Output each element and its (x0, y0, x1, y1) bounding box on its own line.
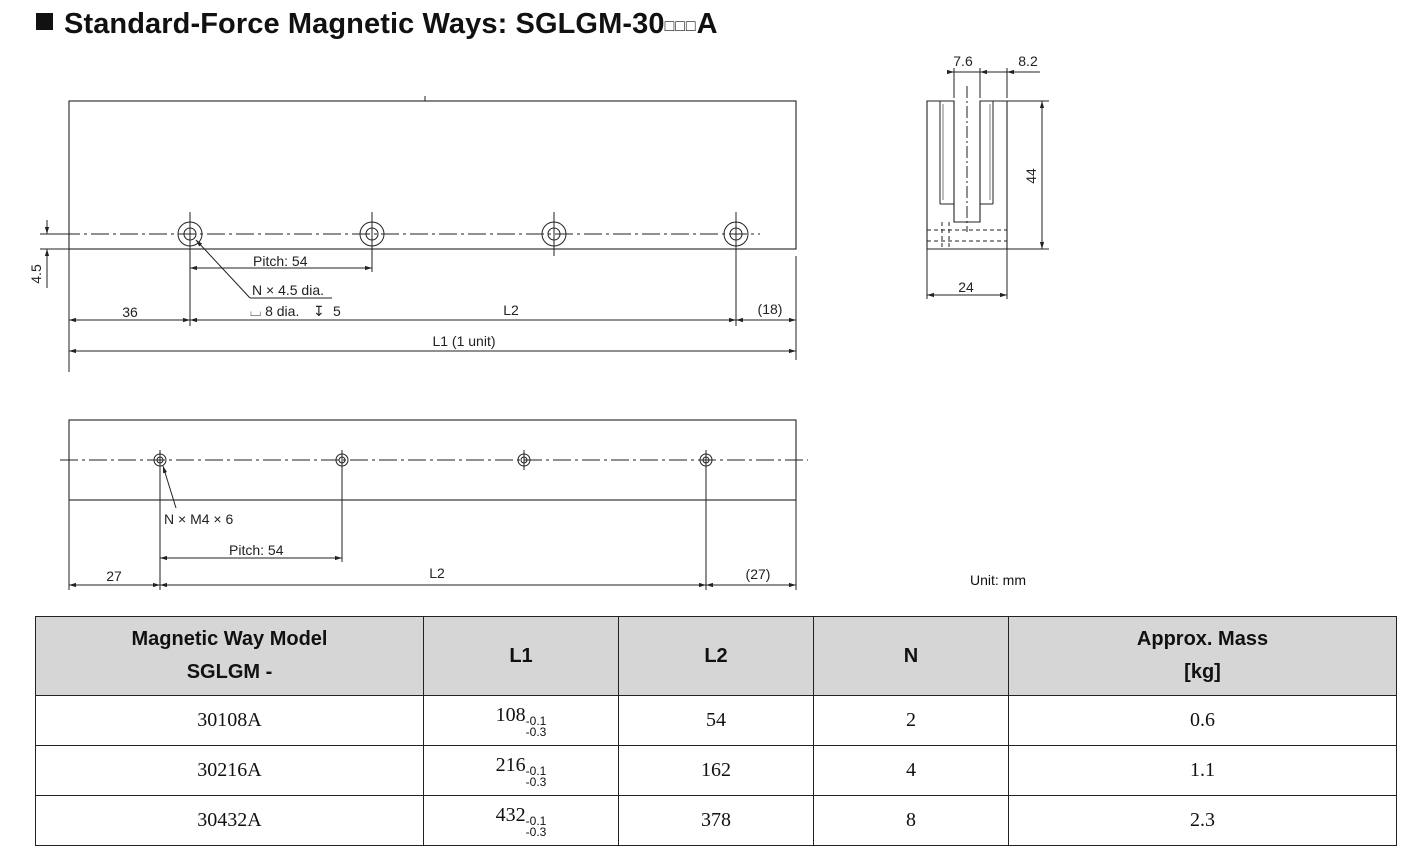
table-header-row (36, 617, 1397, 696)
header-model: Magnetic Way Model SGLGM - (36, 617, 424, 696)
cell-l1: 216 -0.1 -0.3 (424, 746, 619, 796)
cell-mass: 1.1 (1009, 746, 1397, 796)
top-view (40, 96, 796, 372)
counterbore-note-label: ⌴ 8 dia. (250, 303, 300, 319)
dim-18-label: (18) (757, 301, 783, 317)
cell-l2: 54 (619, 696, 814, 746)
table-row (36, 746, 1397, 796)
cell-l2: 162 (619, 746, 814, 796)
title-suffix: A (696, 8, 718, 40)
dim-7-6-label: 7.6 (953, 53, 973, 69)
dim-8-2-label: 8.2 (1018, 53, 1038, 69)
tolerance: -0.1 -0.3 (525, 713, 547, 739)
cell-n: 8 (814, 796, 1009, 846)
dim-24-label: 24 (958, 279, 974, 295)
dim-4-5-label: 4.5 (28, 264, 44, 284)
hole-note-label: N × 4.5 dia. (252, 282, 324, 298)
cell-mass: 0.6 (1009, 696, 1397, 746)
unit-label: Unit: mm (970, 572, 1026, 588)
cell-model: 30216A (36, 746, 424, 796)
cell-l1: 108 -0.1 -0.3 (424, 696, 619, 746)
dim-36-label: 36 (122, 304, 138, 320)
cell-n: 2 (814, 696, 1009, 746)
dim-44-label: 44 (1023, 168, 1039, 184)
cell-l2: 378 (619, 796, 814, 846)
tap-note-label: N × M4 × 6 (164, 511, 234, 527)
bottom-pitch-label: Pitch: 54 (229, 542, 284, 558)
cell-mass: 2.3 (1009, 796, 1397, 846)
cell-model: 30108A (36, 696, 424, 746)
l1-label: L1 (1 unit) (432, 333, 496, 349)
header-l1: L1 (424, 617, 619, 696)
cell-l1: 432 -0.1 -0.3 (424, 796, 619, 846)
header-n: N (814, 617, 1009, 696)
table-row (36, 696, 1397, 746)
spec-table (35, 616, 1397, 846)
top-l2-label: L2 (503, 302, 519, 318)
cell-n: 4 (814, 746, 1009, 796)
header-l2: L2 (619, 617, 814, 696)
title-boxes: □□□ (664, 18, 697, 35)
cell-model: 30432A (36, 796, 424, 846)
title-main: Standard-Force Magnetic Ways: SGLGM-30 (64, 8, 665, 40)
dim-27-right-label: (27) (745, 566, 771, 582)
dim-27-left-label: 27 (106, 568, 122, 584)
top-pitch-label: Pitch: 54 (253, 253, 308, 269)
bottom-l2-label: L2 (429, 565, 445, 581)
depth-value-label: 5 (333, 303, 341, 319)
table-row (36, 796, 1397, 846)
tolerance: -0.1 -0.3 (525, 763, 547, 789)
tolerance: -0.1 -0.3 (525, 813, 547, 839)
header-mass: Approx. Mass [kg] (1009, 617, 1397, 696)
depth-symbol-icon: ↧ (313, 303, 325, 319)
